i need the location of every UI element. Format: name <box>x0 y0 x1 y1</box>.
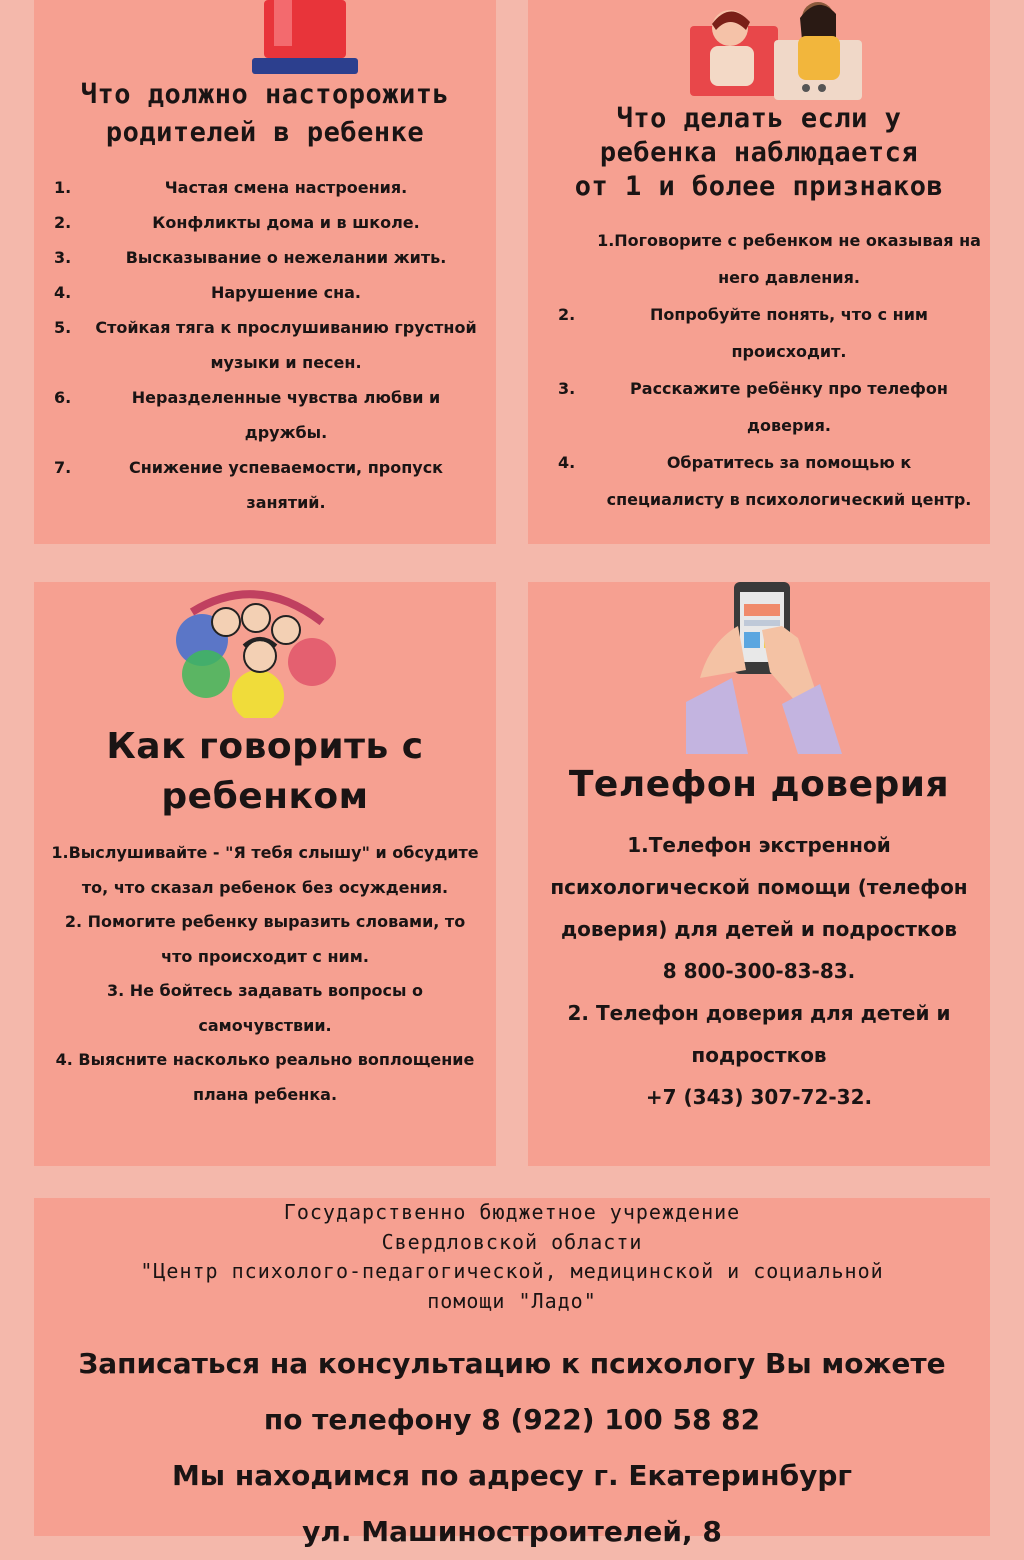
list-item <box>54 415 488 450</box>
item-text: 1.Поговорите с ребенком не оказывая на <box>597 231 981 250</box>
item-number <box>558 222 588 259</box>
list-item <box>54 345 488 380</box>
list-item <box>558 444 990 481</box>
org-line: Свердловской области <box>381 1229 643 1254</box>
list-item: 3. Не бойтесь задавать вопросы о <box>106 981 424 1000</box>
what-to-do-card <box>528 0 990 544</box>
item-number <box>558 407 588 444</box>
card-title <box>528 102 990 204</box>
item-number <box>54 345 84 380</box>
siren-icon <box>246 0 364 78</box>
talk-tips-list <box>34 836 496 1112</box>
hotline-text: психологической помощи (телефон <box>550 875 968 899</box>
hotline-info <box>528 824 990 1118</box>
item-number: 7. <box>54 458 72 477</box>
title-line: Что делать если у <box>616 103 902 134</box>
children-hugging-illustration <box>162 582 352 718</box>
title-line: Как говорить с <box>106 726 424 767</box>
contact-phone[interactable]: по телефону 8 (922) 100 58 82 <box>263 1403 761 1436</box>
list-item <box>558 296 990 333</box>
organization-name <box>34 1198 990 1316</box>
hotline-text: подростков <box>691 1043 827 1067</box>
list-item: то, что сказал ребенок без осуждения. <box>81 877 449 897</box>
list-item <box>54 275 488 310</box>
item-text: специалисту в психологический центр. <box>606 490 972 509</box>
item-text: Частая смена настроения. <box>164 178 408 197</box>
title-line: ребенком <box>161 776 369 817</box>
item-text: доверия. <box>747 416 831 435</box>
item-text: Попробуйте понять, что с ним <box>649 305 929 324</box>
list-item <box>558 370 990 407</box>
list-item <box>54 310 488 345</box>
list-item <box>54 485 488 520</box>
hotline-phone[interactable]: 8 800-300-83-83. <box>662 959 856 983</box>
item-text: Обратитесь за помощью к <box>666 453 912 472</box>
hotline-card <box>528 582 990 1166</box>
contact-line: Записаться на консультацию к психологу Вы можете <box>78 1347 946 1380</box>
item-text: Высказывание о нежелании жить. <box>125 248 447 267</box>
title-line: от 1 и более признаков <box>574 171 944 202</box>
item-number: 4. <box>54 283 72 302</box>
item-number: 2. <box>54 213 72 232</box>
org-line: Государственно бюджетное учреждение <box>283 1200 741 1224</box>
list-item <box>558 481 990 518</box>
item-number: 3. <box>54 248 72 267</box>
card-title <box>34 722 496 822</box>
item-text: Стойкая тяга к прослушиванию грустной <box>95 318 477 337</box>
phone-in-hand-icon <box>686 582 842 754</box>
item-number: 4. <box>558 453 576 472</box>
list-item: 2. Помогите ребенку выразить словами, то <box>64 912 466 931</box>
warning-signs-card <box>34 0 496 544</box>
item-number <box>54 485 84 520</box>
list-item: 1.Выслушивайте - "Я тебя слышу" и обсудите <box>51 843 479 862</box>
hotline-text: доверия) для детей и подростков <box>560 917 957 941</box>
item-text: него давления. <box>718 268 860 287</box>
item-number: 3. <box>558 379 576 398</box>
warning-signs-list <box>54 170 488 520</box>
list-item <box>54 240 488 275</box>
item-text: Неразделенные чувства любви и <box>131 388 441 407</box>
item-number <box>54 415 84 450</box>
hotline-text: 2. Телефон доверия для детей и <box>567 1001 951 1025</box>
item-text: Снижение успеваемости, пропуск <box>128 458 444 477</box>
item-number <box>558 259 588 296</box>
item-number <box>558 333 588 370</box>
item-number: 2. <box>558 305 576 324</box>
list-item <box>54 170 488 205</box>
item-text: дружбы. <box>244 423 328 442</box>
how-to-talk-card <box>34 582 496 1166</box>
item-text: музыки и песен. <box>210 353 362 372</box>
list-item <box>558 259 990 296</box>
list-item <box>558 222 990 259</box>
item-number: 6. <box>54 388 72 407</box>
contact-info <box>34 1336 990 1560</box>
contact-address: ул. Машиностроителей, 8 <box>302 1515 722 1548</box>
item-text: происходит. <box>731 342 847 361</box>
organization-card <box>34 1198 990 1548</box>
org-line: "Центр психолого-педагогической, медицинской и социальной <box>140 1259 884 1283</box>
title-line: ребенка наблюдается <box>599 137 919 168</box>
list-item <box>54 450 488 485</box>
item-number <box>558 481 588 518</box>
list-item: что происходит с ним. <box>161 946 369 966</box>
item-text: Конфликты дома и в школе. <box>152 213 420 232</box>
list-item: плана ребенка. <box>192 1084 338 1104</box>
contact-line: Мы находимся по адресу г. Екатеринбург <box>171 1459 853 1492</box>
list-item <box>54 205 488 240</box>
org-line: помощи "Ладо" <box>427 1288 597 1313</box>
list-item <box>558 333 990 370</box>
title-line: Что должно насторожить <box>80 79 450 110</box>
title-line: родителей в ребенке <box>105 117 425 148</box>
item-text: занятий. <box>246 493 326 512</box>
list-item <box>558 407 990 444</box>
item-number: 1. <box>54 178 72 197</box>
list-item: самочувствии. <box>198 1015 332 1035</box>
list-item <box>54 380 488 415</box>
action-steps-list <box>558 222 990 518</box>
list-item: 4. Выясните насколько реально воплощение <box>55 1050 475 1069</box>
hotline-text: 1.Телефон экстренной <box>627 833 891 857</box>
item-number: 5. <box>54 318 72 337</box>
friends-talking-illustration <box>690 0 862 100</box>
item-text: Нарушение сна. <box>210 283 361 302</box>
card-title <box>34 76 496 152</box>
item-text: Расскажите ребёнку про телефон <box>630 379 948 398</box>
hotline-phone[interactable]: +7 (343) 307-72-32. <box>645 1085 873 1109</box>
card-title: Телефон доверия <box>568 764 950 805</box>
